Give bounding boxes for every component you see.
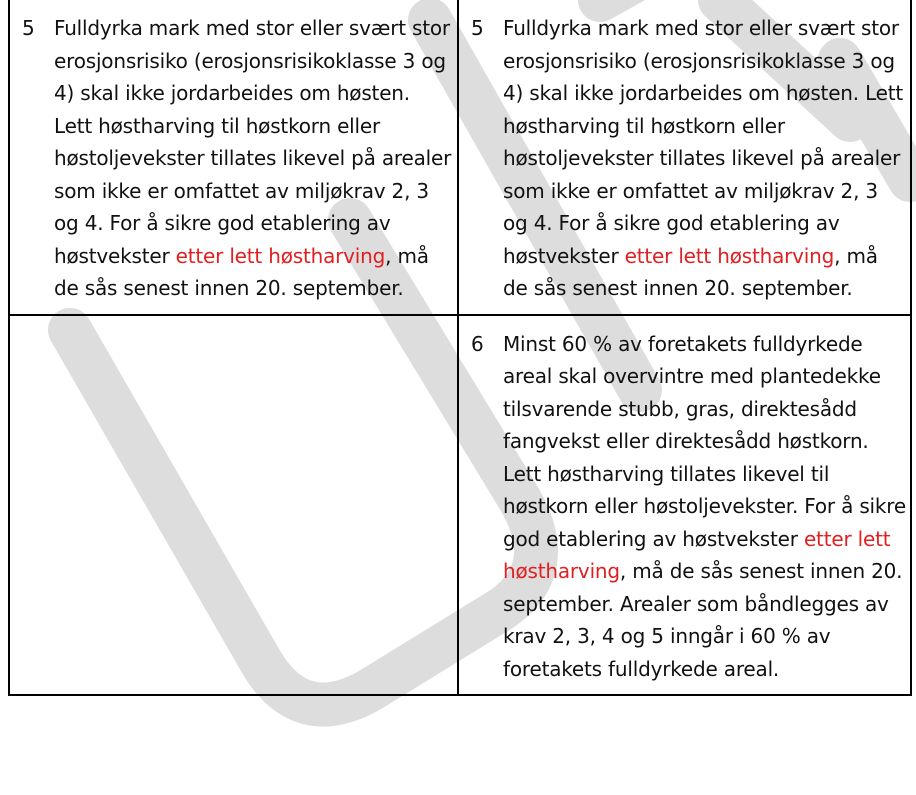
item-text-end: , må de sås senest innen 20. september. — [54, 243, 429, 300]
table-cell-left-empty — [9, 315, 458, 696]
item-text — [503, 12, 906, 305]
table-row — [9, 315, 911, 696]
item-number: 5 — [22, 16, 35, 40]
requirements-table — [8, 0, 912, 696]
table-row — [9, 0, 911, 315]
item-text-end: , må de sås senest innen 20. september. Arealer som båndlegges av krav 2, 3, 4 og 5 inngår i 60 % av foretakets fulldyrkede areal. — [503, 559, 903, 681]
item-text-end: , må de sås senest innen 20. september. — [503, 243, 878, 300]
item-text-highlight: etter lett høstharving — [175, 243, 386, 268]
item-text-main: Minst 60 % av foretakets fulldyrkede areal skal overvintre med plantedekke tilsvarende stubb, gras, direktesådd fangvekst eller direktesådd høstkorn. Lett høstharving tillates likevel til høstkorn eller høstoljevekster. For å sikre god etablering av høstvekster — [503, 331, 906, 551]
table-cell-right — [458, 0, 911, 315]
item-text — [503, 328, 906, 686]
item-number: 5 — [471, 16, 484, 40]
item-text-main: Fulldyrka mark med stor eller svært stor erosjonsrisiko (erosjonsrisikoklasse 3 og 4) skal ikke jordarbeides om høsten. Lett høstharving til høstkorn eller høstoljevekster tillates likevel på arealer som ikke er omfattet av miljøkrav 2, 3 og 4. For å sikre god etablering av høstvekster — [54, 16, 452, 268]
item-number: 6 — [471, 331, 484, 356]
item-text — [54, 12, 453, 305]
table-cell-left — [9, 0, 458, 315]
table-cell-right — [458, 315, 911, 696]
item-text-main: Fulldyrka mark med stor eller svært stor erosjonsrisiko (erosjonsrisikoklasse 3 og 4) skal ikke jordarbeides om høsten. Lett høstharving til høstkorn eller høstoljevekster tillates likevel på arealer som ikke er omfattet av miljøkrav 2, 3 og 4. For å sikre god etablering av høstvekster — [503, 16, 904, 268]
item-text-highlight: etter lett høstharving — [503, 526, 891, 583]
item-text-highlight: etter lett høstharving — [624, 243, 835, 268]
